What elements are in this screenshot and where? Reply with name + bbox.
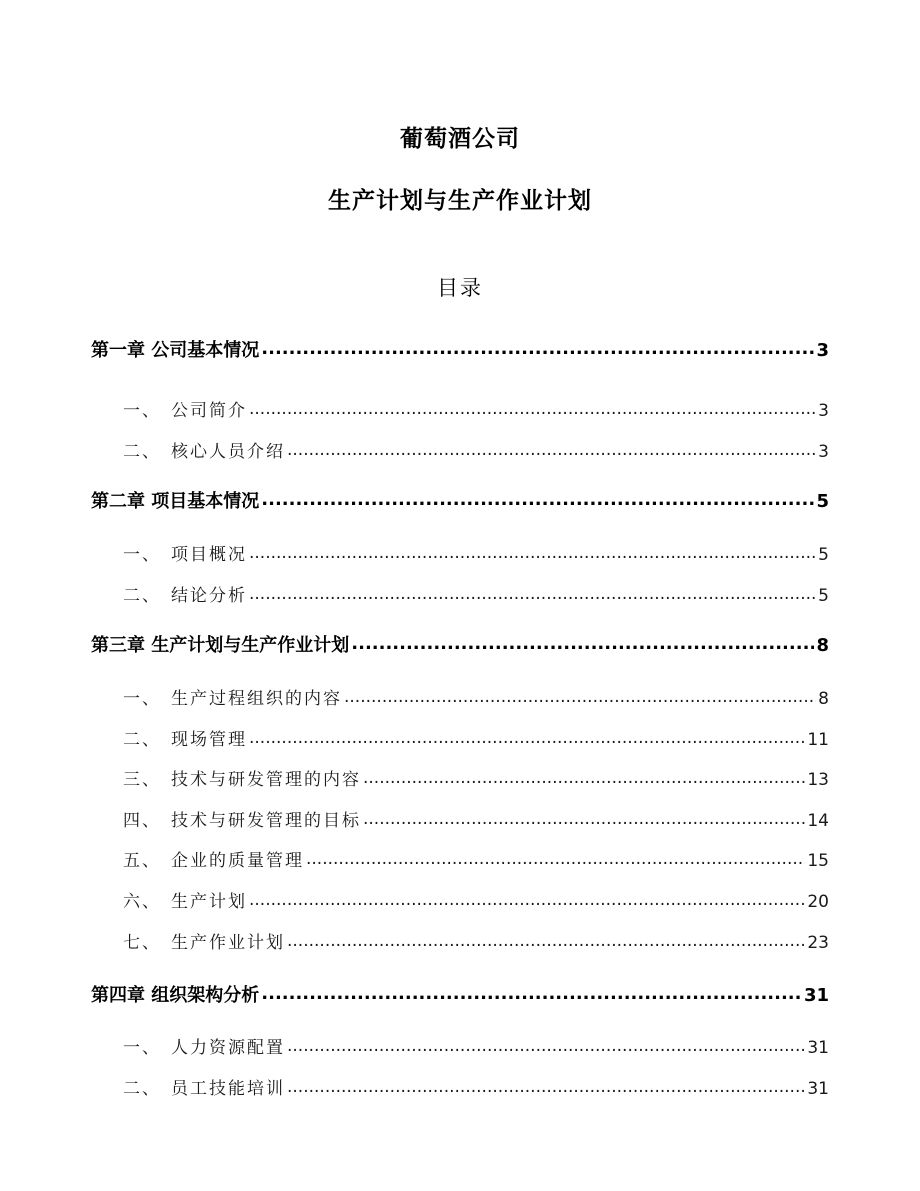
toc-entry-prefix: 七、 bbox=[123, 933, 161, 953]
toc-leader bbox=[249, 584, 816, 604]
toc-entry-prefix: 一、 bbox=[123, 401, 161, 421]
toc-section-2-1[interactable] bbox=[91, 540, 829, 565]
toc-leader bbox=[351, 633, 814, 654]
toc-entry-text: 结论分析 bbox=[171, 586, 247, 606]
document-title: 生产计划与生产作业计划 bbox=[328, 188, 592, 214]
toc-entry-prefix: 一、 bbox=[123, 689, 161, 709]
toc-section-3-7[interactable] bbox=[91, 928, 829, 953]
toc-leader bbox=[287, 1036, 805, 1056]
toc-leader bbox=[344, 687, 816, 707]
toc-section-4-2[interactable] bbox=[91, 1074, 829, 1099]
toc-section-2-2[interactable] bbox=[91, 581, 829, 606]
toc-section-3-2[interactable] bbox=[91, 725, 829, 750]
toc-entry-label bbox=[91, 540, 247, 565]
toc-entry-label bbox=[91, 581, 247, 606]
toc-entry-label bbox=[91, 725, 247, 750]
toc-entry-prefix: 三、 bbox=[123, 770, 161, 790]
toc-leader bbox=[261, 489, 814, 510]
toc-section-1-2[interactable] bbox=[91, 437, 829, 462]
toc-section-4-1[interactable] bbox=[91, 1033, 829, 1058]
toc-page-number: 3 bbox=[818, 401, 829, 421]
toc-entry-label: 第三章 生产计划与生产作业计划 bbox=[91, 635, 350, 656]
toc-section-3-5[interactable] bbox=[91, 846, 829, 871]
toc-section-3-4[interactable] bbox=[91, 806, 829, 831]
toc-section-3-1[interactable] bbox=[91, 684, 829, 709]
toc-chapter-4[interactable] bbox=[91, 981, 829, 1007]
toc-entry-prefix: 二、 bbox=[123, 730, 161, 750]
toc-leader bbox=[249, 890, 805, 910]
toc-leader bbox=[261, 983, 802, 1004]
toc-section-3-6[interactable] bbox=[91, 887, 829, 912]
toc-leader bbox=[249, 399, 816, 419]
toc-entry-text: 生产计划 bbox=[171, 892, 247, 912]
toc-page-number: 31 bbox=[803, 985, 829, 1006]
toc-entry-prefix: 五、 bbox=[123, 851, 161, 871]
toc-entry-label bbox=[91, 806, 361, 831]
toc-leader bbox=[306, 849, 805, 869]
toc-entry-prefix: 二、 bbox=[123, 442, 161, 462]
toc-entry-label bbox=[91, 396, 247, 421]
toc-page-number: 8 bbox=[818, 689, 829, 709]
toc-page-number: 14 bbox=[807, 811, 829, 831]
toc-page-number: 13 bbox=[807, 770, 829, 790]
toc-page-number: 3 bbox=[816, 340, 829, 361]
toc-leader bbox=[249, 728, 805, 748]
toc-page-number: 23 bbox=[807, 933, 829, 953]
toc-entry-text: 公司简介 bbox=[171, 401, 247, 421]
toc-entry-label bbox=[91, 1074, 285, 1099]
toc-page-number: 31 bbox=[807, 1038, 829, 1058]
table-of-contents bbox=[91, 0, 829, 1191]
toc-entry-text: 人力资源配置 bbox=[171, 1038, 285, 1058]
toc-leader bbox=[249, 543, 816, 563]
toc-leader bbox=[363, 768, 805, 788]
toc-page-number: 8 bbox=[816, 635, 829, 656]
toc-leader bbox=[287, 931, 805, 951]
toc-entry-text: 核心人员介绍 bbox=[171, 442, 285, 462]
toc-heading: 目录 bbox=[437, 276, 483, 300]
toc-entry-text: 生产作业计划 bbox=[171, 933, 285, 953]
toc-entry-label bbox=[91, 846, 304, 871]
toc-page-number: 3 bbox=[818, 442, 829, 462]
toc-entry-prefix: 四、 bbox=[123, 811, 161, 831]
toc-entry-label: 第二章 项目基本情况 bbox=[91, 491, 260, 512]
toc-page-number: 20 bbox=[807, 892, 829, 912]
toc-entry-text: 技术与研发管理的内容 bbox=[171, 770, 361, 790]
toc-entry-text: 企业的质量管理 bbox=[171, 851, 304, 871]
toc-entry-prefix: 二、 bbox=[123, 1079, 161, 1099]
toc-leader bbox=[287, 440, 816, 460]
toc-leader bbox=[287, 1077, 805, 1097]
toc-entry-label: 第一章 公司基本情况 bbox=[91, 340, 260, 361]
company-name: 葡萄酒公司 bbox=[400, 126, 520, 152]
toc-entry-label: 第四章 组织架构分析 bbox=[91, 985, 260, 1006]
toc-page-number: 31 bbox=[807, 1079, 829, 1099]
toc-entry-prefix: 二、 bbox=[123, 586, 161, 606]
toc-leader bbox=[363, 809, 805, 829]
toc-entry-text: 员工技能培训 bbox=[171, 1079, 285, 1099]
toc-page-number: 5 bbox=[816, 491, 829, 512]
toc-entry-label bbox=[91, 887, 247, 912]
toc-entry-label bbox=[91, 1033, 285, 1058]
toc-page-number: 15 bbox=[807, 851, 829, 871]
toc-entry-prefix: 一、 bbox=[123, 1038, 161, 1058]
toc-chapter-1[interactable] bbox=[91, 336, 829, 362]
toc-page-number: 5 bbox=[818, 586, 829, 606]
toc-page-number: 11 bbox=[807, 730, 829, 750]
toc-page-number: 5 bbox=[818, 545, 829, 565]
toc-entry-label bbox=[91, 684, 342, 709]
toc-chapter-2[interactable] bbox=[91, 487, 829, 513]
toc-entry-text: 现场管理 bbox=[171, 730, 247, 750]
toc-section-3-3[interactable] bbox=[91, 765, 829, 790]
toc-entry-text: 生产过程组织的内容 bbox=[171, 689, 342, 709]
toc-entry-label bbox=[91, 765, 361, 790]
toc-entry-text: 技术与研发管理的目标 bbox=[171, 811, 361, 831]
toc-entry-prefix: 一、 bbox=[123, 545, 161, 565]
toc-chapter-3[interactable] bbox=[91, 631, 829, 657]
toc-entry-text: 项目概况 bbox=[171, 545, 247, 565]
toc-entry-label bbox=[91, 437, 285, 462]
toc-entry-label bbox=[91, 928, 285, 953]
toc-entry-prefix: 六、 bbox=[123, 892, 161, 912]
toc-section-1-1[interactable] bbox=[91, 396, 829, 421]
toc-leader bbox=[261, 338, 814, 359]
